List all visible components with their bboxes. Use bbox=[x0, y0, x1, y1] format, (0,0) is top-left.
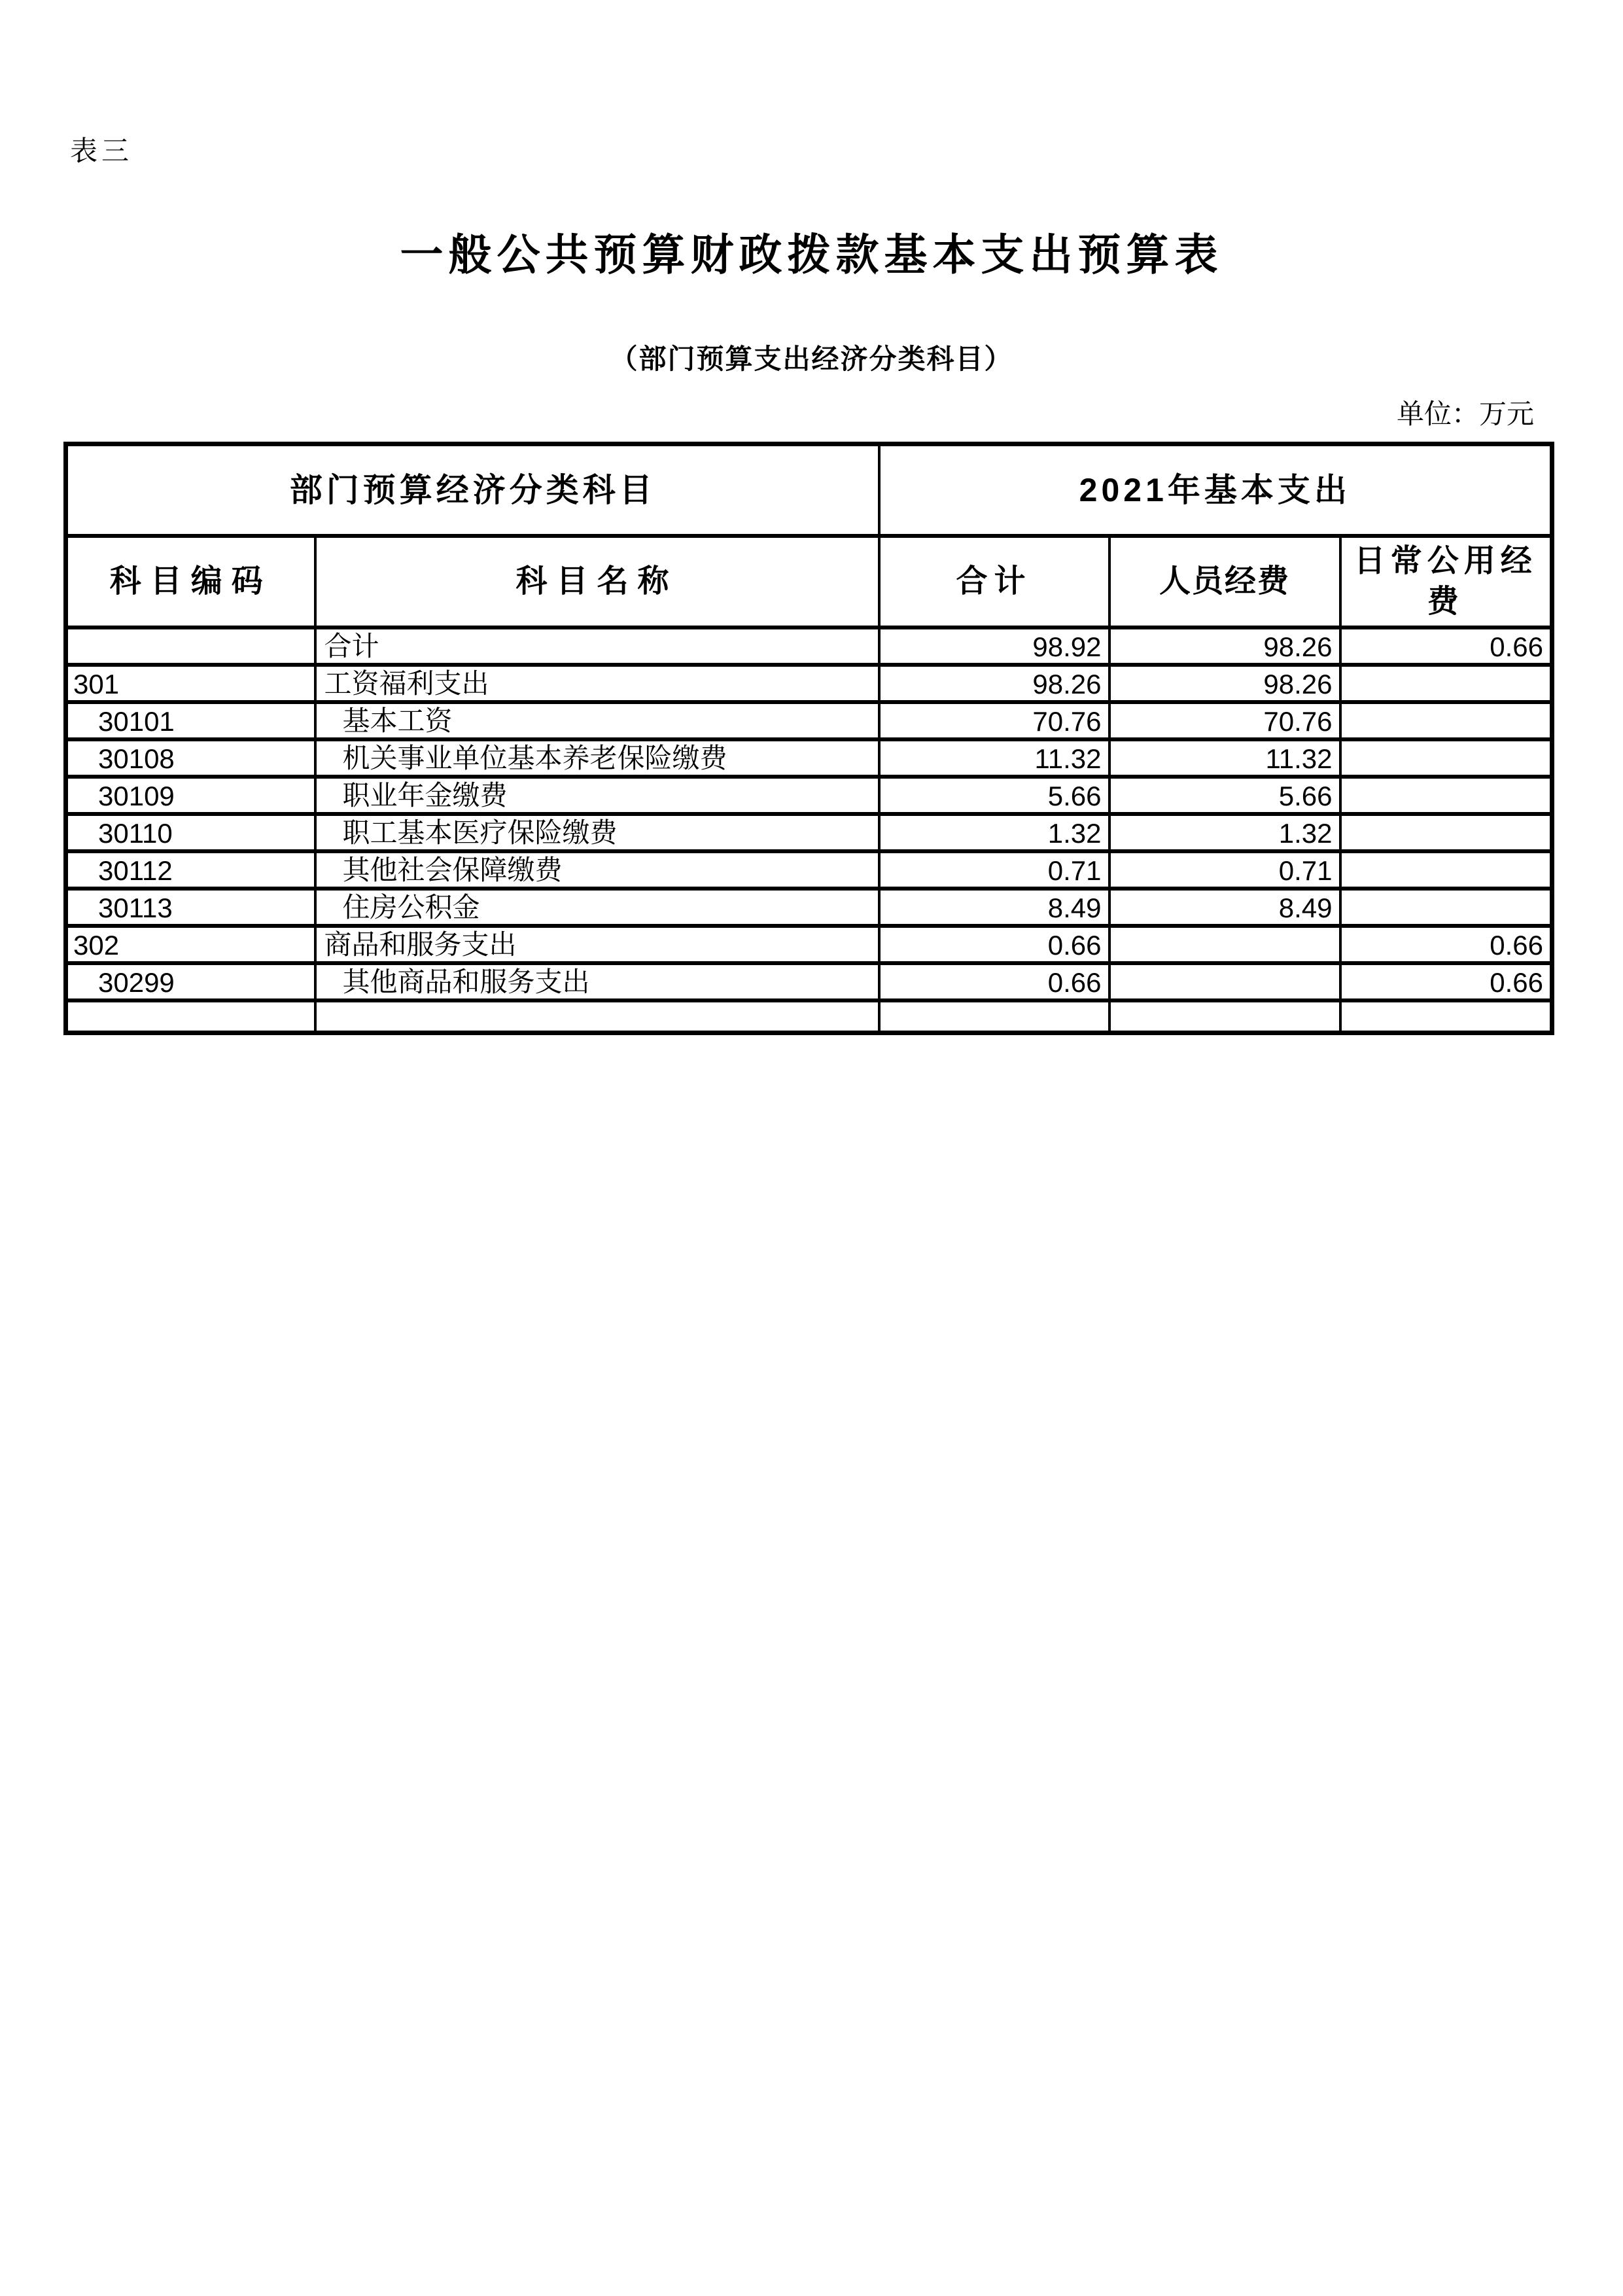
cell-total bbox=[879, 1000, 1109, 1033]
table-row bbox=[66, 926, 1552, 963]
table-row bbox=[66, 777, 1552, 814]
header-columns-row bbox=[66, 536, 1552, 627]
cell-subject-code bbox=[66, 1000, 315, 1033]
cell-daily-public-funds bbox=[1340, 851, 1552, 889]
col-header-daily-public-funds: 日常公用经费 bbox=[1340, 536, 1552, 627]
budget-table bbox=[63, 442, 1554, 1035]
cell-personnel-funds bbox=[1109, 963, 1340, 1000]
cell-total: 1.32 bbox=[879, 814, 1109, 851]
cell-subject-name: 机关事业单位基本养老保险缴费 bbox=[315, 739, 879, 777]
table-row bbox=[66, 739, 1552, 777]
cell-total: 5.66 bbox=[879, 777, 1109, 814]
cell-personnel-funds: 8.49 bbox=[1109, 889, 1340, 926]
table-number-label: 表三 bbox=[70, 137, 133, 167]
cell-subject-code: 30113 bbox=[66, 889, 315, 926]
header-year-basic-expenditure: 2021年基本支出 bbox=[879, 444, 1552, 536]
cell-subject-code: 30108 bbox=[66, 739, 315, 777]
table-row bbox=[66, 851, 1552, 889]
cell-daily-public-funds bbox=[1340, 777, 1552, 814]
cell-daily-public-funds bbox=[1340, 702, 1552, 739]
table-row bbox=[66, 702, 1552, 739]
cell-subject-code: 301 bbox=[66, 665, 315, 702]
cell-subject-name: 商品和服务支出 bbox=[315, 926, 879, 963]
cell-subject-name bbox=[315, 1000, 879, 1033]
cell-total: 70.76 bbox=[879, 702, 1109, 739]
page-subtitle: （部门预算支出经济分类科目） bbox=[610, 345, 1013, 375]
cell-subject-code: 302 bbox=[66, 926, 315, 963]
cell-subject-name: 工资福利支出 bbox=[315, 665, 879, 702]
col-header-total: 合计 bbox=[879, 536, 1109, 627]
cell-subject-name: 其他商品和服务支出 bbox=[315, 963, 879, 1000]
col-header-subject-code: 科目编码 bbox=[66, 536, 315, 627]
cell-daily-public-funds bbox=[1340, 665, 1552, 702]
cell-personnel-funds bbox=[1109, 926, 1340, 963]
table-row bbox=[66, 963, 1552, 1000]
cell-daily-public-funds: 0.66 bbox=[1340, 926, 1552, 963]
cell-personnel-funds: 1.32 bbox=[1109, 814, 1340, 851]
cell-personnel-funds: 98.26 bbox=[1109, 627, 1340, 665]
cell-subject-code: 30112 bbox=[66, 851, 315, 889]
cell-daily-public-funds bbox=[1340, 814, 1552, 851]
col-header-personnel-funds: 人员经费 bbox=[1109, 536, 1340, 627]
cell-subject-code: 30109 bbox=[66, 777, 315, 814]
cell-daily-public-funds: 0.66 bbox=[1340, 627, 1552, 665]
cell-personnel-funds bbox=[1109, 1000, 1340, 1033]
cell-daily-public-funds: 0.66 bbox=[1340, 963, 1552, 1000]
cell-daily-public-funds bbox=[1340, 1000, 1552, 1033]
unit-note: 单位：万元 bbox=[1396, 400, 1534, 430]
cell-subject-code: 30299 bbox=[66, 963, 315, 1000]
table-row bbox=[66, 814, 1552, 851]
cell-total: 0.66 bbox=[879, 926, 1109, 963]
header-classification: 部门预算经济分类科目 bbox=[66, 444, 879, 536]
cell-total: 0.66 bbox=[879, 963, 1109, 1000]
table-row bbox=[66, 1000, 1552, 1033]
table-row bbox=[66, 627, 1552, 665]
cell-subject-name: 住房公积金 bbox=[315, 889, 879, 926]
cell-subject-name: 基本工资 bbox=[315, 702, 879, 739]
cell-subject-code: 30101 bbox=[66, 702, 315, 739]
cell-total: 98.26 bbox=[879, 665, 1109, 702]
cell-personnel-funds: 5.66 bbox=[1109, 777, 1340, 814]
cell-subject-code: 30110 bbox=[66, 814, 315, 851]
cell-daily-public-funds bbox=[1340, 739, 1552, 777]
table-body bbox=[66, 627, 1552, 1033]
cell-personnel-funds: 11.32 bbox=[1109, 739, 1340, 777]
page-title: 一般公共预算财政拨款基本支出预算表 bbox=[400, 232, 1223, 279]
cell-total: 8.49 bbox=[879, 889, 1109, 926]
header-group-row bbox=[66, 444, 1552, 536]
cell-subject-code bbox=[66, 627, 315, 665]
cell-personnel-funds: 70.76 bbox=[1109, 702, 1340, 739]
cell-subject-name: 其他社会保障缴费 bbox=[315, 851, 879, 889]
col-header-subject-name: 科目名称 bbox=[315, 536, 879, 627]
cell-subject-name: 职业年金缴费 bbox=[315, 777, 879, 814]
cell-total: 98.92 bbox=[879, 627, 1109, 665]
cell-personnel-funds: 98.26 bbox=[1109, 665, 1340, 702]
cell-subject-name: 合计 bbox=[315, 627, 879, 665]
table-header bbox=[66, 444, 1552, 627]
table-row bbox=[66, 889, 1552, 926]
cell-subject-name: 职工基本医疗保险缴费 bbox=[315, 814, 879, 851]
cell-total: 0.71 bbox=[879, 851, 1109, 889]
cell-total: 11.32 bbox=[879, 739, 1109, 777]
cell-daily-public-funds bbox=[1340, 889, 1552, 926]
table-row bbox=[66, 665, 1552, 702]
cell-personnel-funds: 0.71 bbox=[1109, 851, 1340, 889]
